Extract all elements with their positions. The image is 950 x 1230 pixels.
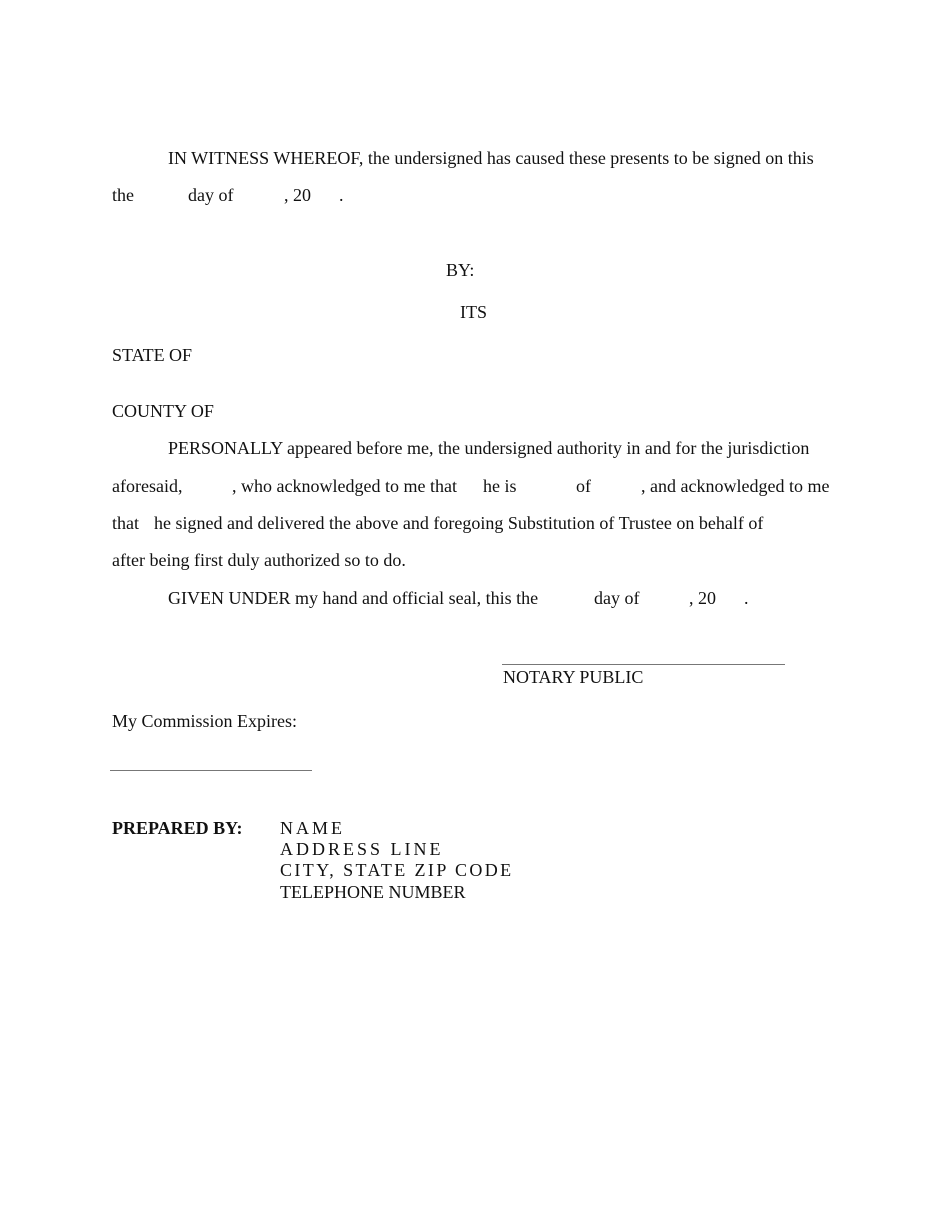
- prepared-by-name: NAME: [280, 818, 345, 838]
- given-period: .: [744, 588, 749, 608]
- prepared-by-address: ADDRESS LINE: [280, 839, 444, 859]
- state-of-label: STATE OF: [112, 345, 193, 365]
- acknowledgment-of: of: [576, 476, 591, 496]
- acknowledgment-that: that: [112, 513, 139, 533]
- witness-period: .: [339, 185, 344, 205]
- given-year: , 20: [689, 588, 716, 608]
- witness-day-of: day of: [188, 185, 234, 205]
- witness-the: the: [112, 185, 134, 205]
- acknowledgment-signed-delivered: he signed and delivered the above and foregoing Substitution of Trustee on behalf of: [154, 513, 764, 533]
- prepared-by-city: CITY, STATE ZIP CODE: [280, 860, 514, 880]
- commission-expires-line: [110, 770, 312, 771]
- acknowledgment-line-1: PERSONALLY appeared before me, the undersigned authority in and for the jurisdiction: [168, 438, 810, 458]
- county-of-label: COUNTY OF: [112, 401, 214, 421]
- notary-public-label: NOTARY PUBLIC: [503, 667, 644, 687]
- acknowledgment-who-acknowledged: , who acknowledged to me that: [232, 476, 457, 496]
- prepared-by-label: PREPARED BY:: [112, 818, 243, 838]
- notary-signature-line: [502, 664, 785, 665]
- prepared-by-phone: TELEPHONE NUMBER: [280, 882, 466, 902]
- by-label: BY:: [446, 260, 475, 280]
- witness-year: , 20: [284, 185, 311, 205]
- acknowledgment-he-is: he is: [483, 476, 517, 496]
- acknowledgment-aforesaid: aforesaid,: [112, 476, 183, 496]
- witness-line-1: IN WITNESS WHEREOF, the undersigned has caused these presents to be signed on this: [168, 148, 814, 168]
- commission-expires-label: My Commission Expires:: [112, 711, 298, 731]
- acknowledgment-line-4: after being first duly authorized so to do.: [112, 550, 406, 570]
- acknowledgment-and-acknowledged: , and acknowledged to me: [641, 476, 830, 496]
- given-day-of: day of: [594, 588, 640, 608]
- its-label: ITS: [460, 302, 487, 322]
- given-under-text: GIVEN UNDER my hand and official seal, this the: [168, 588, 539, 608]
